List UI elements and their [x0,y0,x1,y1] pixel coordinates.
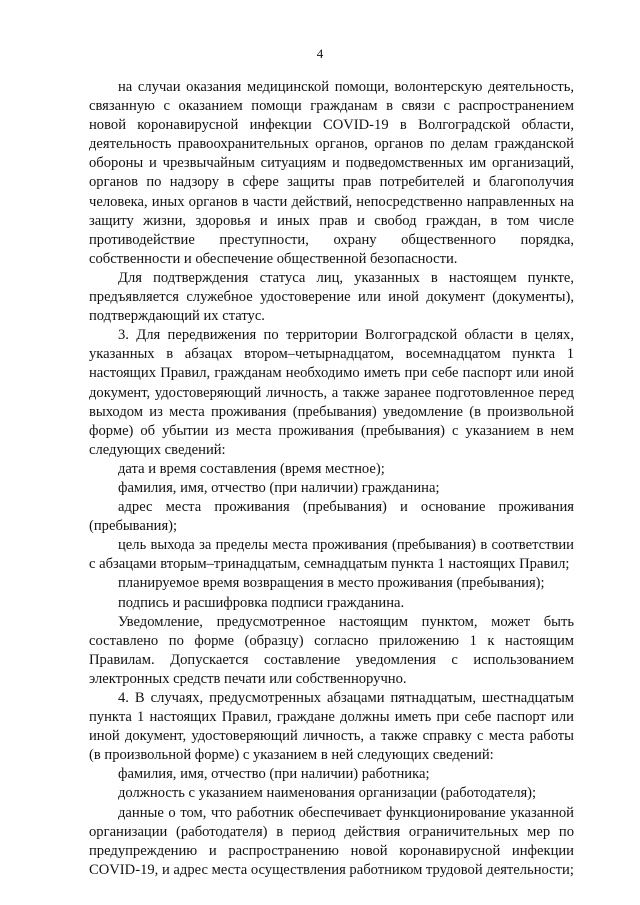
list-item-citizen-name: фамилия, имя, отчество (при наличии) гражданина; [118,479,440,496]
document-body [89,78,574,880]
list-item-position: должность с указанием наименования организации (работодателя); [118,785,537,802]
paragraph-continuation: на случаи оказания медицинской помощи, волонтерскую деятельность, связанную с оказанием помощи гражданам в связи с распространением новой коронавирусной инфекции COVID-19 в Волгоградской области, деятельность правоохранительных органов, органов по делам гражданской обороны и чрезвычайным ситуациям и подведомственных им организаций, органов по надзору в сфере защиты прав потребителей и благополучия человека, иных органов в части действий, непосредственно направленных на защиту жизни, здоровья и иных прав и свобод граждан, в том числе противодействие преступности, охрану общественного порядка, собственности и обеспечение общественной безопасности. [89,79,574,267]
list-item-return-time: планируемое время возвращения в место проживания (пребывания); [118,575,545,592]
paragraph-item-4: 4. В случаях, предусмотренных абзацами пятнадцатым, шестнадцатым пункта 1 настоящих Правил, граждане должны иметь при себе паспорт или иной документ, удостоверяющий личность, а также справку с места работы (в произвольной форме) с указанием в ней следующих сведений: [89,690,574,764]
list-item-date-time: дата и время составления (время местное); [118,460,385,477]
list-item-worker-data: данные о том, что работник обеспечивает функционирование указанной организации (работодателя) в период действия ограничительных мер по предупреждению и распространению новой коронавирусной инфекции COVID-19, и адрес места осуществления работником трудовой деятельности; [89,804,574,878]
list-item-signature: подпись и расшифровка подписи гражданина. [118,594,405,611]
list-item-address: адрес места проживания (пребывания) и основание проживания (пребывания); [89,499,574,535]
paragraph-status-confirmation: Для подтверждения статуса лиц, указанных в настоящем пункте, предъявляется служебное удостоверение или иной документ (документы), подтверждающий их статус. [89,269,574,325]
page-number: 4 [316,46,324,61]
list-item-purpose: цель выхода за пределы места проживания (пребывания) в соответствии с абзацами вторым–тринадцатым, семнадцатым пункта 1 настоящих Правил; [89,537,574,573]
list-item-worker-name: фамилия, имя, отчество (при наличии) работника; [118,766,430,783]
paragraph-notification-form: Уведомление, предусмотренное настоящим пунктом, может быть составлено по форме (образцу) согласно приложению 1 к настоящим Правилам. Допускается составление уведомления с использованием электронных средств печати или собственноручно. [89,613,574,687]
paragraph-item-3: 3. Для передвижения по территории Волгоградской области в целях, указанных в абзацах втором–четырнадцатом, восемнадцатом пункта 1 настоящих Правил, гражданам необходимо иметь при себе паспорт или иной документ, удостоверяющий личность, а также заранее подготовленное перед выходом из места проживания (пребывания) уведомление (в произвольной форме) об убытии из места проживания (пребывания) с указанием в нем следующих сведений: [89,327,574,458]
